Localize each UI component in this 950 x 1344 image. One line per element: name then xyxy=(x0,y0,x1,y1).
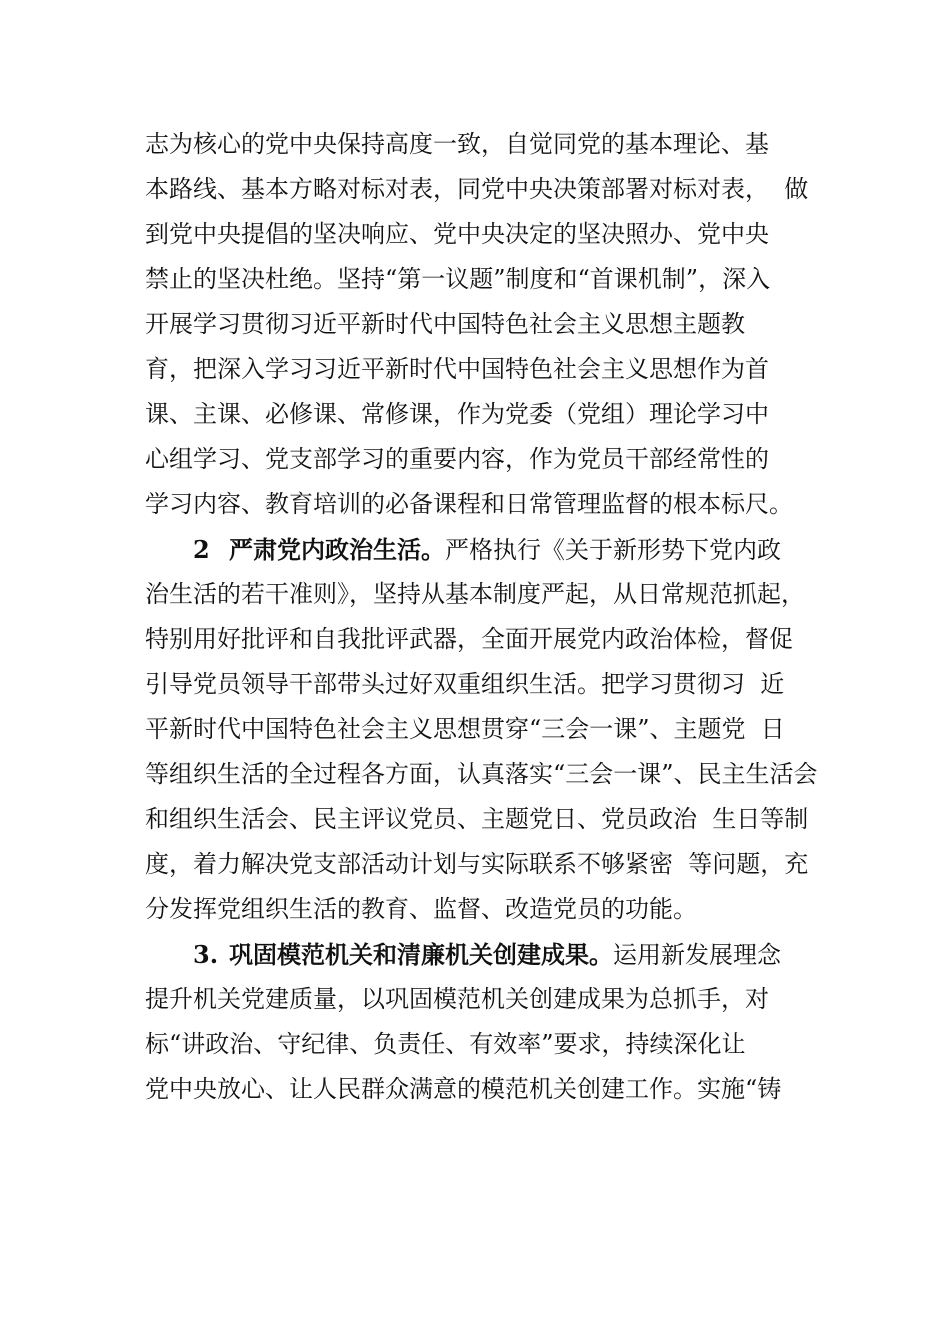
body-text xyxy=(145,122,835,1112)
text-line: 禁止的坚决杜绝。坚持“第一议题”制度和“首课机制”，深入 xyxy=(145,265,771,293)
paragraph-3 xyxy=(145,932,835,1112)
text-line: 和组织生活会、民主评议党员、主题党日、党员政治 生日等制 xyxy=(145,805,809,833)
text-line: 育，把深入学习习近平新时代中国特色社会主义思想作为首 xyxy=(145,355,769,383)
text-line: 平新时代中国特色社会主义思想贯穿“三会一课”、主题党 日 xyxy=(145,715,785,743)
text-fragment: 运用新发展理念 xyxy=(613,941,781,969)
text-line: 等组织生活的全过程各方面，认真落实“三会一课”、民主生活会 xyxy=(145,760,818,788)
text-line: 到党中央提倡的坚决响应、党中央决定的坚决照办、党中央 xyxy=(145,220,769,248)
text-line: 本路线、基本方略对标对表，同党中央决策部署对标对表， 做 xyxy=(145,175,809,203)
text-line: 课、主课、必修课、常修课，作为党委（党组）理论学习中 xyxy=(145,400,769,428)
text-line: 引导党员领导干部带头过好双重组织生活。把学习贯彻习 近 xyxy=(145,670,785,698)
text-line: 标“讲政治、守纪律、负责任、有效率”要求，持续深化让 xyxy=(145,1030,746,1058)
item-number: 3. xyxy=(193,940,219,969)
paragraph-3-first-line xyxy=(145,932,835,977)
item-heading: 严肃党内政治生活。 xyxy=(229,535,445,564)
text-line: 特别用好批评和自我批评武器，全面开展党内政治体检，督促 xyxy=(145,625,793,653)
text-line: 党中央放心、让人民群众满意的模范机关创建工作。实施“铸 xyxy=(145,1075,782,1103)
item-heading: 巩固模范机关和清廉机关创建成果。 xyxy=(229,940,613,969)
text-line: 学习内容、教育培训的必备课程和日常管理监督的根本标尺。 xyxy=(145,490,793,518)
paragraph-2-first-line xyxy=(145,527,835,572)
paragraph-1 xyxy=(145,122,835,527)
item-number: 2 xyxy=(193,535,210,564)
text-fragment: 严格执行《关于新形势下党内政 xyxy=(445,536,781,564)
text-line: 治生活的若干准则》，坚持从基本制度严起，从日常规范抓起， xyxy=(145,580,805,608)
text-line: 开展学习贯彻习近平新时代中国特色社会主义思想主题教 xyxy=(145,310,745,338)
text-line: 度，着力解决党支部活动计划与实际联系不够紧密 等问题，充 xyxy=(145,850,809,878)
text-line: 提升机关党建质量，以巩固模范机关创建成果为总抓手，对 xyxy=(145,985,769,1013)
text-line: 心组学习、党支部学习的重要内容，作为党员干部经常性的 xyxy=(145,445,769,473)
text-line: 分发挥党组织生活的教育、监督、改造党员的功能。 xyxy=(145,895,697,923)
paragraph-2 xyxy=(145,527,835,932)
text-line: 志为核心的党中央保持高度一致，自觉同党的基本理论、基 xyxy=(145,130,769,158)
